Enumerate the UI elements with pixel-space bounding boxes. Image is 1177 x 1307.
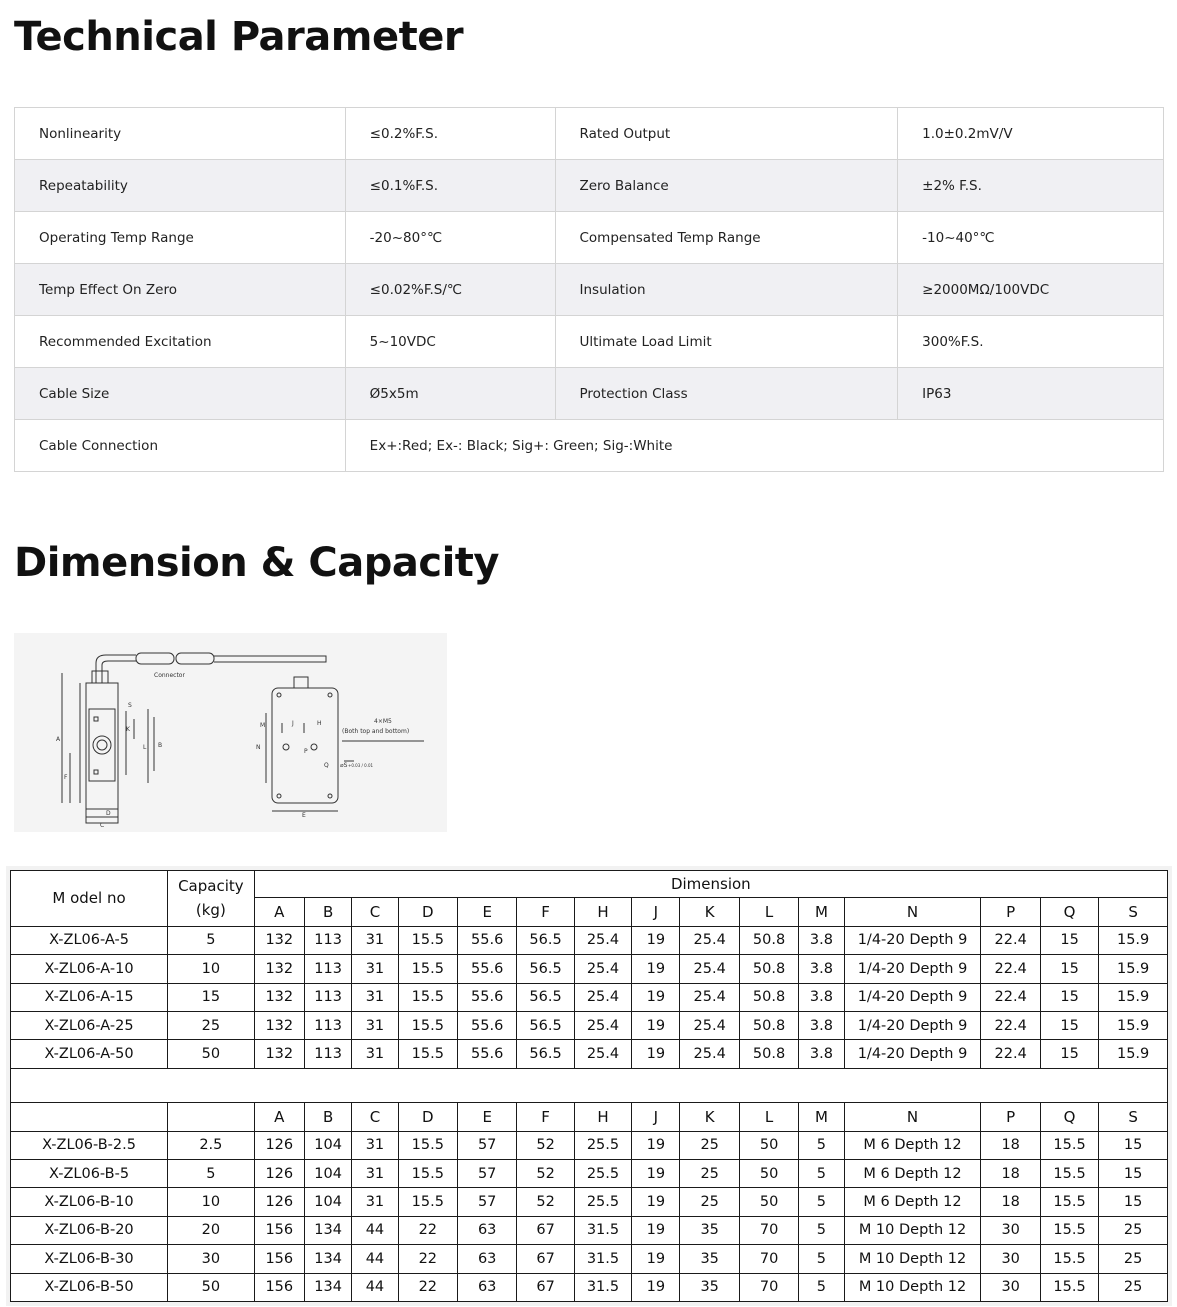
column-header-p: P (981, 1103, 1040, 1131)
table-row (15, 264, 1164, 316)
dimension-cell: 156 (254, 1216, 304, 1244)
dimension-cell: 132 (254, 955, 304, 983)
column-header-e: E (457, 898, 516, 926)
dimension-cell: 5 (799, 1159, 844, 1187)
dimension-cell: 35 (680, 1273, 739, 1301)
dimension-cell: 15.5 (1040, 1245, 1098, 1273)
dimension-cell: 126 (254, 1131, 304, 1159)
letter-H: H (317, 720, 322, 727)
param-label: Compensated Temp Range (555, 212, 898, 264)
dimension-cell: 126 (254, 1188, 304, 1216)
dimension-cell: 3.8 (799, 1040, 844, 1068)
param-value: ≤0.02%F.S/℃ (345, 264, 555, 316)
dimension-cell: 19 (632, 1040, 680, 1068)
dimension-cell: 132 (254, 983, 304, 1011)
capacity-cell: 10 (168, 955, 255, 983)
dimension-cell: 25 (1099, 1245, 1168, 1273)
capacity-header-label: Capacity (178, 877, 244, 896)
capacity-cell: 5 (168, 926, 255, 954)
spacer-row (11, 1068, 1168, 1102)
param-value: IP63 (898, 368, 1164, 420)
dimension-cell: 25 (680, 1159, 739, 1187)
dimension-cell: 5 (799, 1273, 844, 1301)
model-cell: X-ZL06-B-10 (11, 1188, 168, 1216)
model-cell: X-ZL06-A-10 (11, 955, 168, 983)
letter-N: N (256, 744, 261, 751)
dimension-cell: 30 (981, 1245, 1040, 1273)
table-row (11, 983, 1168, 1011)
dimension-cell: M 6 Depth 12 (844, 1188, 981, 1216)
dimension-cell: 5 (799, 1131, 844, 1159)
dimension-cell: 19 (632, 1131, 680, 1159)
model-cell: X-ZL06-A-50 (11, 1040, 168, 1068)
model-cell: X-ZL06-B-50 (11, 1273, 168, 1301)
dimension-cell: 19 (632, 1273, 680, 1301)
dimension-cell: 15 (1099, 1131, 1168, 1159)
hole-label: 4×M5 (374, 718, 392, 725)
dimension-cell: 50 (739, 1188, 798, 1216)
dimension-cell: 25 (1099, 1273, 1168, 1301)
capacity-cell: 50 (168, 1040, 255, 1068)
dimension-cell: 25.4 (680, 955, 739, 983)
table-row (15, 160, 1164, 212)
dimension-cell: 1/4-20 Depth 9 (844, 926, 981, 954)
dimension-drawing (14, 633, 447, 832)
table-row (15, 212, 1164, 264)
dimension-cell: 44 (352, 1273, 398, 1301)
column-header-row (11, 1103, 1168, 1131)
column-header-m: M (799, 898, 844, 926)
table-row (11, 1131, 1168, 1159)
dimension-cell: 3.8 (799, 926, 844, 954)
dimension-cell: 15.9 (1099, 926, 1168, 954)
dimension-cell: 126 (254, 1159, 304, 1187)
dimension-cell: 50 (739, 1131, 798, 1159)
dimension-cell: 25.4 (680, 926, 739, 954)
dimension-cell: M 6 Depth 12 (844, 1159, 981, 1187)
dimension-cell: 15.9 (1099, 1040, 1168, 1068)
dimension-capacity-title: Dimension & Capacity (14, 540, 499, 586)
dimension-cell: 113 (304, 1011, 351, 1039)
empty-cell (168, 1103, 255, 1131)
dimension-cell: 22.4 (981, 983, 1040, 1011)
tolerance-value: +0.03 / 0.01 (348, 763, 374, 768)
dimension-cell: 15.9 (1099, 955, 1168, 983)
dimension-cell: 1/4-20 Depth 9 (844, 1040, 981, 1068)
dimension-cell: 19 (632, 1245, 680, 1273)
dimension-cell: 31 (352, 1040, 398, 1068)
column-header-j: J (632, 898, 680, 926)
column-header-a: A (254, 1103, 304, 1131)
letter-M: M (260, 722, 266, 729)
empty-cell (11, 1103, 168, 1131)
dimension-cell: 5 (799, 1245, 844, 1273)
load-cell-drawing-svg (14, 633, 447, 832)
param-label: Cable Size (15, 368, 346, 420)
column-header-q: Q (1040, 898, 1098, 926)
dimension-cell: 5 (799, 1216, 844, 1244)
dimension-cell: 25.4 (680, 1011, 739, 1039)
dimension-capacity-table (10, 870, 1168, 1302)
dimension-cell: 44 (352, 1245, 398, 1273)
dimension-cell: 15.5 (398, 1040, 457, 1068)
dimension-cell: 55.6 (457, 1040, 516, 1068)
dimension-cell: 30 (981, 1216, 1040, 1244)
dimension-cell: 134 (304, 1273, 351, 1301)
dimension-cell: 57 (457, 1159, 516, 1187)
dimension-cell: 22.4 (981, 1040, 1040, 1068)
dimension-cell: 3.8 (799, 983, 844, 1011)
param-label: Zero Balance (555, 160, 898, 212)
dimension-cell: 25.4 (680, 1040, 739, 1068)
param-label: Recommended Excitation (15, 316, 346, 368)
dimension-cell: M 10 Depth 12 (844, 1245, 981, 1273)
dimension-cell: 25.4 (574, 955, 631, 983)
dimension-cell: 15.5 (398, 955, 457, 983)
dimension-cell: 67 (517, 1245, 574, 1273)
letter-Q: Q (324, 762, 329, 769)
letter-L: L (143, 744, 147, 751)
dimension-cell: 15 (1099, 1159, 1168, 1187)
dimension-cell: 35 (680, 1245, 739, 1273)
column-header-m: M (799, 1103, 844, 1131)
capacity-cell: 15 (168, 983, 255, 1011)
dimension-cell: 52 (517, 1159, 574, 1187)
letter-F: F (64, 774, 68, 781)
column-header-n: N (844, 1103, 981, 1131)
table-row (15, 420, 1164, 472)
model-cell: X-ZL06-B-2.5 (11, 1131, 168, 1159)
dimension-cell: 31 (352, 926, 398, 954)
dimension-cell: 5 (799, 1188, 844, 1216)
dimension-cell: 55.6 (457, 983, 516, 1011)
column-header-e: E (457, 1103, 516, 1131)
table-row (15, 368, 1164, 420)
dimension-cell: 56.5 (517, 983, 574, 1011)
dimension-cell: 113 (304, 955, 351, 983)
dimension-cell: 31 (352, 983, 398, 1011)
column-header-k: K (680, 898, 739, 926)
column-header-f: F (517, 1103, 574, 1131)
model-cell: X-ZL06-B-20 (11, 1216, 168, 1244)
dimension-cell: 55.6 (457, 926, 516, 954)
dimension-cell: 3.8 (799, 1011, 844, 1039)
dimension-cell: 19 (632, 983, 680, 1011)
table-row (11, 1040, 1168, 1068)
dimension-cell: 22 (398, 1216, 457, 1244)
column-header-f: F (517, 898, 574, 926)
column-header-a: A (254, 898, 304, 926)
param-label: Operating Temp Range (15, 212, 346, 264)
dimension-cell: M 10 Depth 12 (844, 1216, 981, 1244)
model-cell: X-ZL06-A-5 (11, 926, 168, 954)
param-value: ≤0.1%F.S. (345, 160, 555, 212)
dimension-cell: 19 (632, 926, 680, 954)
model-cell: X-ZL06-B-5 (11, 1159, 168, 1187)
column-header-c: C (352, 1103, 398, 1131)
dimension-cell: 50 (739, 1159, 798, 1187)
column-header-s: S (1099, 898, 1168, 926)
dimension-cell: 57 (457, 1188, 516, 1216)
dimension-header: Dimension (254, 871, 1167, 898)
dimension-cell: 70 (739, 1273, 798, 1301)
dimension-cell: 15.5 (1040, 1273, 1098, 1301)
table-row (11, 1188, 1168, 1216)
table-row (15, 316, 1164, 368)
dimension-cell: 52 (517, 1131, 574, 1159)
param-value: -10~40°℃ (898, 212, 1164, 264)
dimension-cell: 156 (254, 1273, 304, 1301)
technical-parameter-table (14, 107, 1164, 472)
technical-parameter-title: Technical Parameter (14, 14, 464, 60)
dimension-cell: 50.8 (739, 955, 798, 983)
column-header-b: B (304, 898, 351, 926)
dimension-cell: 50.8 (739, 1011, 798, 1039)
dimension-cell: 15 (1099, 1188, 1168, 1216)
dimension-cell: 132 (254, 1040, 304, 1068)
dimension-cell: 19 (632, 1159, 680, 1187)
dimension-cell: M 6 Depth 12 (844, 1131, 981, 1159)
dimension-cell: 15 (1040, 1040, 1098, 1068)
dimension-cell: 31 (352, 1131, 398, 1159)
column-header-c: C (352, 898, 398, 926)
letter-D: D (106, 810, 111, 817)
dimension-cell: 18 (981, 1188, 1040, 1216)
dimension-cell: 31.5 (574, 1245, 631, 1273)
param-label: Nonlinearity (15, 108, 346, 160)
model-cell: X-ZL06-A-15 (11, 983, 168, 1011)
dimension-cell: 67 (517, 1216, 574, 1244)
dimension-cell: 50.8 (739, 983, 798, 1011)
dimension-cell: 50.8 (739, 1040, 798, 1068)
dimension-cell: 15.5 (398, 1159, 457, 1187)
column-header-l: L (739, 898, 798, 926)
dimension-cell: 15.9 (1099, 983, 1168, 1011)
dimension-cell: 55.6 (457, 955, 516, 983)
capacity-cell: 20 (168, 1216, 255, 1244)
param-value: 5~10VDC (345, 316, 555, 368)
dimension-cell: 15 (1040, 983, 1098, 1011)
dimension-cell: 15 (1040, 926, 1098, 954)
dimension-cell: 25.5 (574, 1159, 631, 1187)
param-value: 1.0±0.2mV/V (898, 108, 1164, 160)
dimension-cell: 15.5 (398, 1188, 457, 1216)
dimension-cell: 31.5 (574, 1273, 631, 1301)
dimension-cell: 25.5 (574, 1131, 631, 1159)
dimension-cell: 67 (517, 1273, 574, 1301)
model-cell: X-ZL06-B-30 (11, 1245, 168, 1273)
dimension-cell: 104 (304, 1188, 351, 1216)
tolerance-label: ⌀S (340, 762, 348, 769)
dimension-cell: 63 (457, 1245, 516, 1273)
dimension-cell: 70 (739, 1245, 798, 1273)
dimension-cell: 15.5 (1040, 1159, 1098, 1187)
dimension-cell: 70 (739, 1216, 798, 1244)
dimension-cell: 18 (981, 1131, 1040, 1159)
table-row (15, 108, 1164, 160)
letter-S: S (128, 702, 132, 709)
dimension-cell: 15.5 (1040, 1131, 1098, 1159)
column-header-p: P (981, 898, 1040, 926)
column-header-n: N (844, 898, 981, 926)
dimension-cell: 15.5 (1040, 1216, 1098, 1244)
hole-note: (Both top and bottom) (342, 728, 410, 735)
dimension-cell: 31 (352, 1188, 398, 1216)
table-header-row (11, 871, 1168, 898)
param-value: ≤0.2%F.S. (345, 108, 555, 160)
dimension-cell: 22 (398, 1273, 457, 1301)
dimension-cell: 15.5 (398, 983, 457, 1011)
column-header-s: S (1099, 1103, 1168, 1131)
param-value: ±2% F.S. (898, 160, 1164, 212)
connector-label: Connector (154, 672, 185, 679)
capacity-header (168, 871, 255, 927)
dimension-cell: 134 (304, 1245, 351, 1273)
letter-C: C (100, 822, 105, 829)
param-label: Rated Output (555, 108, 898, 160)
model-header: M odel no (11, 871, 168, 927)
dimension-cell: 31.5 (574, 1216, 631, 1244)
letter-A: A (56, 736, 61, 743)
letter-J: J (292, 720, 294, 727)
dimension-cell: 104 (304, 1159, 351, 1187)
capacity-cell: 50 (168, 1273, 255, 1301)
table-row (11, 1216, 1168, 1244)
capacity-cell: 30 (168, 1245, 255, 1273)
column-header-k: K (680, 1103, 739, 1131)
dimension-cell: 156 (254, 1245, 304, 1273)
dimension-cell: 1/4-20 Depth 9 (844, 983, 981, 1011)
dimension-cell: 25.4 (574, 983, 631, 1011)
column-header-h: H (574, 1103, 631, 1131)
capacity-header-unit: (kg) (195, 901, 226, 920)
dimension-cell: 25.4 (680, 983, 739, 1011)
dimension-cell: 52 (517, 1188, 574, 1216)
dimension-cell: 25 (680, 1188, 739, 1216)
model-cell: X-ZL06-A-25 (11, 1011, 168, 1039)
dimension-cell: 113 (304, 1040, 351, 1068)
dimension-cell: 31 (352, 1011, 398, 1039)
cable-connection-label: Cable Connection (15, 420, 346, 472)
capacity-cell: 25 (168, 1011, 255, 1039)
dimension-cell: 30 (981, 1273, 1040, 1301)
dimension-cell: 104 (304, 1131, 351, 1159)
dimension-cell: 50.8 (739, 926, 798, 954)
dimension-cell: 22 (398, 1245, 457, 1273)
param-value: 300%F.S. (898, 316, 1164, 368)
capacity-cell: 2.5 (168, 1131, 255, 1159)
dimension-cell: 132 (254, 1011, 304, 1039)
dimension-cell: 31 (352, 955, 398, 983)
letter-E: E (302, 812, 306, 819)
dimension-cell: 55.6 (457, 1011, 516, 1039)
column-header-q: Q (1040, 1103, 1098, 1131)
dimension-cell: 113 (304, 983, 351, 1011)
param-label: Insulation (555, 264, 898, 316)
dimension-table-frame (6, 866, 1172, 1306)
param-value: -20~80°℃ (345, 212, 555, 264)
letter-K: K (126, 726, 130, 733)
param-label: Repeatability (15, 160, 346, 212)
dimension-cell: 1/4-20 Depth 9 (844, 1011, 981, 1039)
dimension-cell: 1/4-20 Depth 9 (844, 955, 981, 983)
param-label: Protection Class (555, 368, 898, 420)
letter-B: B (158, 742, 163, 749)
dimension-cell: 56.5 (517, 1040, 574, 1068)
param-value: ≥2000MΩ/100VDC (898, 264, 1164, 316)
dimension-cell: 22.4 (981, 1011, 1040, 1039)
dimension-cell: 25.4 (574, 1011, 631, 1039)
column-header-h: H (574, 898, 631, 926)
table-row (11, 1273, 1168, 1301)
spacer-cell (11, 1068, 1168, 1102)
column-header-d: D (398, 898, 457, 926)
dimension-cell: 15.5 (398, 926, 457, 954)
dimension-cell: 25.4 (574, 1040, 631, 1068)
dimension-cell: 15.5 (398, 1131, 457, 1159)
table-row (11, 1159, 1168, 1187)
dimension-cell: 25 (680, 1131, 739, 1159)
table-row (11, 926, 1168, 954)
table-row (11, 1011, 1168, 1039)
dimension-cell: 15 (1040, 955, 1098, 983)
dimension-cell: 35 (680, 1216, 739, 1244)
column-header-j: J (632, 1103, 680, 1131)
dimension-cell: 56.5 (517, 1011, 574, 1039)
cable-connection-value: Ex+:Red; Ex-: Black; Sig+: Green; Sig-:White (345, 420, 1163, 472)
dimension-cell: 57 (457, 1131, 516, 1159)
letter-P: P (304, 748, 308, 755)
column-header-d: D (398, 1103, 457, 1131)
capacity-cell: 10 (168, 1188, 255, 1216)
dimension-cell: 15 (1040, 1011, 1098, 1039)
column-header-l: L (739, 1103, 798, 1131)
dimension-cell: 19 (632, 1216, 680, 1244)
dimension-cell: 19 (632, 1011, 680, 1039)
dimension-cell: 22.4 (981, 926, 1040, 954)
dimension-cell: 63 (457, 1273, 516, 1301)
dimension-cell: 25 (1099, 1216, 1168, 1244)
dimension-cell: 15.9 (1099, 1011, 1168, 1039)
dimension-cell: 31 (352, 1159, 398, 1187)
dimension-cell: 3.8 (799, 955, 844, 983)
dimension-cell: 63 (457, 1216, 516, 1244)
dimension-cell: 19 (632, 1188, 680, 1216)
dimension-cell: 15.5 (1040, 1188, 1098, 1216)
param-label: Temp Effect On Zero (15, 264, 346, 316)
dimension-cell: 18 (981, 1159, 1040, 1187)
param-value: Ø5x5m (345, 368, 555, 420)
dimension-cell: M 10 Depth 12 (844, 1273, 981, 1301)
column-header-b: B (304, 1103, 351, 1131)
dimension-cell: 132 (254, 926, 304, 954)
table-row (11, 955, 1168, 983)
dimension-cell: 25.5 (574, 1188, 631, 1216)
capacity-cell: 5 (168, 1159, 255, 1187)
dimension-cell: 25.4 (574, 926, 631, 954)
dimension-cell: 15.5 (398, 1011, 457, 1039)
dimension-cell: 19 (632, 955, 680, 983)
dimension-cell: 44 (352, 1216, 398, 1244)
dimension-cell: 56.5 (517, 955, 574, 983)
param-label: Ultimate Load Limit (555, 316, 898, 368)
dimension-cell: 56.5 (517, 926, 574, 954)
dimension-cell: 134 (304, 1216, 351, 1244)
table-row (11, 1245, 1168, 1273)
dimension-cell: 113 (304, 926, 351, 954)
dimension-cell: 22.4 (981, 955, 1040, 983)
